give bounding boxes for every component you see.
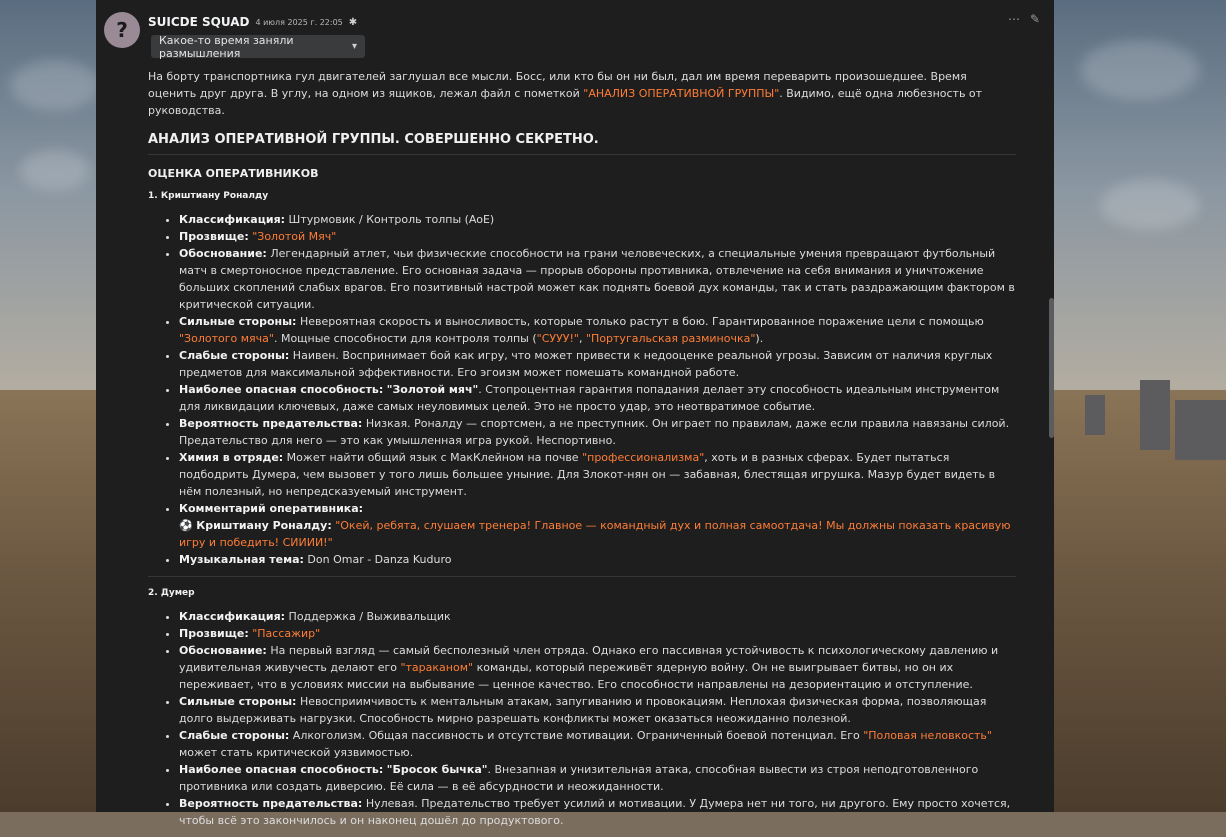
operative-name: 1. Криштиану Роналду	[148, 191, 269, 201]
list-item: • Классификация: Поддержка / Выживальщик	[179, 608, 1016, 625]
rock-spire	[1175, 400, 1226, 460]
intro-paragraph	[148, 68, 1016, 119]
intro-text: На борту транспортника гул двигателей заглушал все мысли. Босс, или кто бы он ни был, дал им время переварить произошедшее. Время оценить друг друга. В углу, на одном из ящиков, лежал файл с пометкой	[148, 70, 967, 100]
rock-spire	[1085, 395, 1105, 435]
list-item: • Химия в отряде: Может найти общий язык с МакКлейном на почве "профессионализма", хоть и в разных сферах. Будет пытаться подбодрить Думера, чем вызовет у того лишь большее уныние. Для Злокот-нян он — забавная, блестящая игрушка. Мазур будет видеть в нём полезный, но непредсказуемый инструмент.	[179, 449, 1016, 500]
avatar-question-mark: ?	[116, 18, 128, 42]
post-header	[148, 13, 357, 31]
list-item: • Слабые стороны: Наивен. Воспринимает бой как игру, что может привести к недооценке реальной угрозы. Зависим от наличия круглых предметов для максимальной эффективности. Его эгоизм может помешать командной работе.	[179, 347, 1016, 381]
list-item: • Наиболее опасная способность: "Золотой мяч". Стопроцентная гарантия попадания делает эту способность идеальным инструментом для ликвидации ключевых, даже самых неуловимых целей. Это не просто удар, это неотвратимое событие.	[179, 381, 1016, 415]
list-item: • Наиболее опасная способность: "Бросок бычка". Внезапная и унизительная атака, способная вывести из строя неподготовленного противника или создать диверсию. Её сила — в её абсурдности и неожиданности.	[179, 761, 1016, 795]
cloud	[1100, 180, 1200, 230]
ellipsis-icon[interactable]: ⋯	[1008, 12, 1020, 26]
rock-spire	[1140, 380, 1170, 450]
avatar[interactable]	[104, 12, 140, 48]
intro-text-end: . Видимо, ещё одна любезность от руководства.	[148, 87, 983, 117]
cloud	[10, 60, 100, 110]
thread-select[interactable]	[151, 35, 365, 58]
list-item: • Комментарий оперативника: ⚽ Криштиану Роналду: "Окей, ребята, слушаем тренера! Главное — командный дух и полная самоотдача! Мы должны показать красивую игру и победить! СИИИИ!"	[179, 500, 1016, 551]
scrollbar-thumb[interactable]	[1049, 298, 1054, 438]
list-item: • Вероятность предательства: Нулевая. Предательство требует усилий и мотивации. У Думера нет ни того, ни другого. Ему просто хочется, чтобы всё это закончилось и он наконец дошёл до продуктового.	[179, 795, 1016, 829]
thread-select-label: Какое-то время заняли размышления	[159, 33, 294, 60]
cloud	[1080, 40, 1200, 100]
list-item: • Сильные стороны: Невосприимчивость к ментальным атакам, запугиванию и провокациям. Неплохая физическая форма, позволяющая долго выдерживать нагрузки. Способность мирно разрешать конфликты может оказаться неожиданно полезной.	[179, 693, 1016, 727]
operative-name: 2. Думер	[148, 576, 1016, 602]
section-title: ОЦЕНКА ОПЕРАТИВНИКОВ	[148, 167, 319, 180]
post-actions	[1008, 12, 1040, 26]
list-item: • Музыкальная тема: Don Omar - Danza Kuduro	[179, 551, 1016, 568]
list-item: • Обоснование: На первый взгляд — самый бесполезный член отряда. Однако его пассивная устойчивость к психологическому давлению и удивительная живучесть делают его "тараканом" команды, который переживёт ядерную войну. Он не выигрывает битвы, но он их переживает, что в условиях миссии на выбывание — ценное качество. Его способности направлены на дезориентацию и отступление.	[179, 642, 1016, 693]
author-name[interactable]: SUICDE SQUAD	[148, 15, 250, 29]
chevron-down-icon: ▾	[351, 41, 357, 52]
spider-icon: ✱	[348, 16, 358, 28]
pencil-icon[interactable]: ✎	[1030, 12, 1041, 26]
intro-highlight: "АНАЛИЗ ОПЕРАТИВНОЙ ГРУППЫ"	[583, 87, 780, 100]
list-item: • Слабые стороны: Алкоголизм. Общая пассивность и отсутствие мотивации. Ограниченный боевой потенциал. Его "Половая неловкость" может стать критической уязвимостью.	[179, 727, 1016, 761]
list-item: • Классификация: Штурмовик / Контроль толпы (AoE)	[179, 211, 1016, 228]
operative-details	[148, 608, 1016, 829]
post-timestamp[interactable]: 4 июля 2025 г. 22:05	[255, 17, 343, 27]
list-item: • Сильные стороны: Невероятная скорость и выносливость, которые только растут в бою. Гарантированное поражение цели с помощью "Золотого мяча". Мощные способности для контроля толпы ("СУУУ!", "Португальская разминочка").	[179, 313, 1016, 347]
cloud	[20, 150, 90, 190]
list-item: • Прозвище: "Пассажир"	[179, 625, 1016, 642]
operative-details	[148, 211, 1016, 568]
soccer-ball-icon: ⚽	[179, 519, 193, 532]
list-item: • Прозвище: "Золотой Мяч"	[179, 228, 1016, 245]
list-item: • Вероятность предательства: Низкая. Роналду — спортсмен, а не преступник. Он играет по правилам, даже если правила навязаны силой. Предательство для него — это как умышленная игра рукой. Неспортивно.	[179, 415, 1016, 449]
post-body	[148, 68, 1016, 837]
document-title: АНАЛИЗ ОПЕРАТИВНОЙ ГРУППЫ. СОВЕРШЕННО СЕКРЕТНО.	[148, 131, 1016, 155]
list-item: • Обоснование: Легендарный атлет, чьи физические способности на грани человеческих, а специальные умения превращают футбольный матч в смертоносное представление. Его основная задача — прорыв обороны противника, отвлечение на себя внимания и уничтожение больших скоплений слабых врагов. Его позитивный настрой может как поднять боевой дух команды, так и стать раздражающим фактором в критической ситуации.	[179, 245, 1016, 313]
